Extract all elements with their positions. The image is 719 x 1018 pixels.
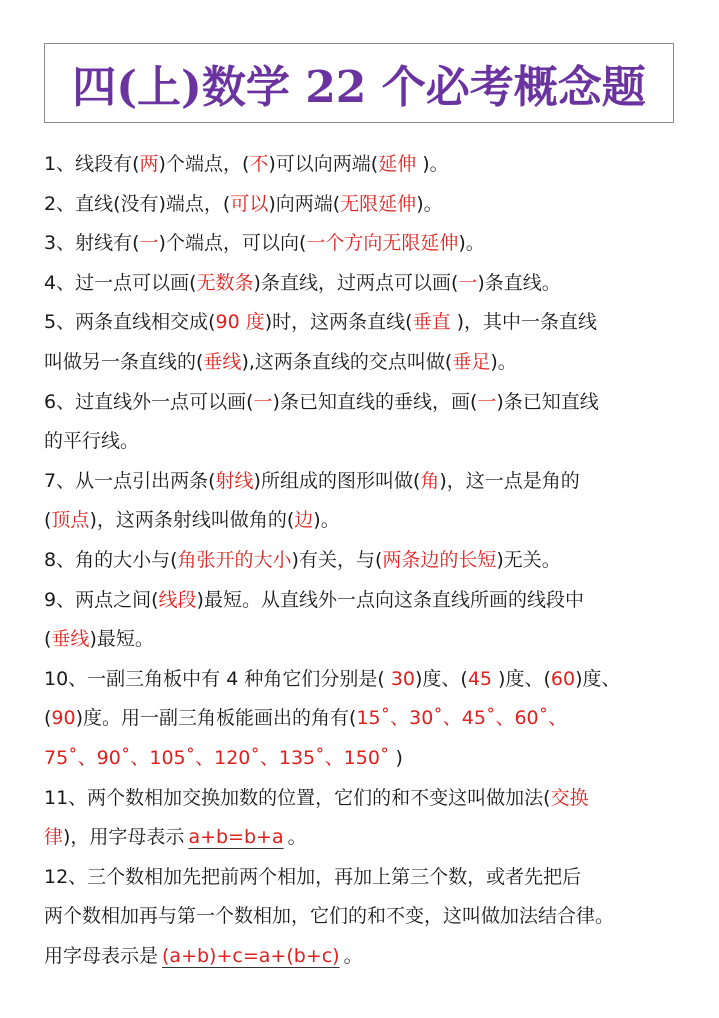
question-text: 用字母表示是 <box>44 944 159 967</box>
answer-text: 15˚、30˚、45˚、60˚、 <box>356 707 568 730</box>
answer-text: 律 <box>44 826 64 849</box>
answer-text: (a+b)+c=a+(b+c) <box>162 944 340 967</box>
text-line <box>44 620 704 660</box>
text-line <box>44 383 704 423</box>
text-line <box>44 739 704 779</box>
question-text: ( <box>44 509 52 532</box>
answer-text: 射线 <box>215 469 254 492</box>
text-line <box>44 422 704 462</box>
question-text: 叫做另一条直线的( <box>44 350 204 373</box>
answer-text: 90 <box>51 707 76 730</box>
text-line <box>44 264 704 304</box>
question-text: 9、两点之间( <box>44 588 159 611</box>
question-text: )，这两条射线叫做角的( <box>89 509 295 532</box>
question-text: )有关，与( <box>291 548 383 571</box>
text-line <box>44 145 704 185</box>
text-line <box>44 660 704 700</box>
question-text: )时，这两条直线( <box>264 311 413 334</box>
answer-text: 两条边的长短 <box>382 548 497 571</box>
answer-text: 垂足 <box>452 350 491 373</box>
question-text: ( <box>44 628 52 651</box>
answer-text: 交换 <box>550 786 589 809</box>
question-text: ) <box>389 746 403 769</box>
answer-text: 90 度 <box>215 311 265 334</box>
text-line <box>44 897 704 937</box>
answer-text: 45 <box>467 667 499 690</box>
question-text: )条已知直线 <box>496 390 599 413</box>
question-text: )度、( <box>498 667 551 690</box>
text-line <box>44 818 704 858</box>
question-text: )条直线。 <box>477 271 561 294</box>
answer-text: 垂直 <box>412 311 457 334</box>
answer-text: 30 <box>390 667 415 690</box>
answer-text: 无限延伸 <box>340 192 417 215</box>
answer-text: 一 <box>477 390 497 413</box>
answer-text: 不 <box>249 153 269 175</box>
answer-text: 75˚、90˚、105˚、120˚、135˚、150˚ <box>44 746 390 769</box>
question-text: )。 <box>458 232 485 255</box>
question-text: )。 <box>490 350 517 373</box>
question-text: )条已知直线的垂线，画( <box>272 390 478 413</box>
question-text: )个端点，可以向( <box>158 232 307 255</box>
question-text: 5、两条直线相交成( <box>44 311 216 334</box>
question-text: 4、过一点可以画( <box>44 271 197 294</box>
question-text: ),这两条直线的交点叫做( <box>241 350 453 373</box>
question-text: 8、角的大小与( <box>44 548 178 571</box>
answer-text: 一 <box>139 232 159 255</box>
answer-text: 60 <box>550 667 576 690</box>
question-text: )。 <box>416 192 443 215</box>
answer-text: 无数条 <box>196 271 254 294</box>
question-text: )度。用一副三角板能画出的角有( <box>75 707 357 730</box>
question-text: 的平行线。 <box>44 430 140 453</box>
text-line <box>44 858 704 898</box>
question-text: )度、 <box>575 667 621 690</box>
question-text: ( <box>44 707 52 730</box>
question-text: )向两端( <box>268 192 341 215</box>
question-text: )条直线，过两点可以画( <box>253 271 459 294</box>
question-text: 。 <box>287 826 307 849</box>
page-title: 四(上)数学 22 个必考概念题 <box>72 62 646 113</box>
question-text: )无关。 <box>496 548 561 571</box>
title-box <box>44 43 674 123</box>
question-text: )。 <box>422 153 449 175</box>
question-text: 1、线段有( <box>44 153 140 175</box>
answer-text: 延伸 <box>378 153 423 175</box>
question-text: )所组成的图形叫做( <box>253 469 421 492</box>
answer-text: 角张开的大小 <box>177 548 292 571</box>
text-line <box>44 185 704 225</box>
text-line <box>44 224 704 264</box>
question-text: )，用字母表示 <box>63 826 185 849</box>
question-text: )度、( <box>415 667 468 690</box>
question-text: )，其中一条直线 <box>456 311 598 334</box>
question-text: )个端点，( <box>158 153 250 175</box>
answer-text: 垂线 <box>51 628 90 651</box>
answer-text: 角 <box>420 469 440 492</box>
concept-list <box>44 145 704 976</box>
text-line <box>44 303 704 343</box>
answer-text: 一 <box>458 271 478 294</box>
question-text: 。 <box>343 944 363 967</box>
question-text: 2、直线(没有)端点，( <box>44 192 231 215</box>
answer-text: 垂线 <box>203 350 242 373</box>
answer-text: 一 <box>253 390 273 413</box>
question-text: 两个数相加再与第一个数相加，它们的和不变，这叫做加法结合律。 <box>44 905 615 928</box>
answer-text: 一个方向无限延伸 <box>306 232 459 255</box>
question-text: 11、两个数相加交换加数的位置，它们的和不变这叫做加法( <box>44 786 551 809</box>
question-text: 7、从一点引出两条( <box>44 469 216 492</box>
question-text: 10、一副三角板中有 4 种角它们分别是( <box>44 667 391 690</box>
question-text: )可以向两端( <box>268 153 379 175</box>
answer-text: 边 <box>294 509 314 532</box>
text-line <box>44 779 704 819</box>
text-line <box>44 699 704 739</box>
question-text: 6、过直线外一点可以画( <box>44 390 254 413</box>
answer-text: 顶点 <box>51 509 90 532</box>
answer-text: 线段 <box>158 588 197 611</box>
answer-text: a+b=b+a <box>188 826 284 849</box>
text-line <box>44 541 704 581</box>
question-text: 3、射线有( <box>44 232 140 255</box>
answer-text: 两 <box>139 153 159 175</box>
text-line <box>44 343 704 383</box>
text-line <box>44 462 704 502</box>
question-text: 12、三个数相加先把前两个相加，再加上第三个数，或者先把后 <box>44 865 582 888</box>
question-text: )，这一点是角的 <box>439 469 580 492</box>
question-text: )。 <box>313 509 340 532</box>
text-line <box>44 581 704 621</box>
question-text: )最短。从直线外一点向这条直线所画的线段中 <box>196 588 584 611</box>
answer-text: 可以 <box>230 192 269 215</box>
text-line <box>44 501 704 541</box>
text-line <box>44 937 704 977</box>
question-text: )最短。 <box>89 628 154 651</box>
